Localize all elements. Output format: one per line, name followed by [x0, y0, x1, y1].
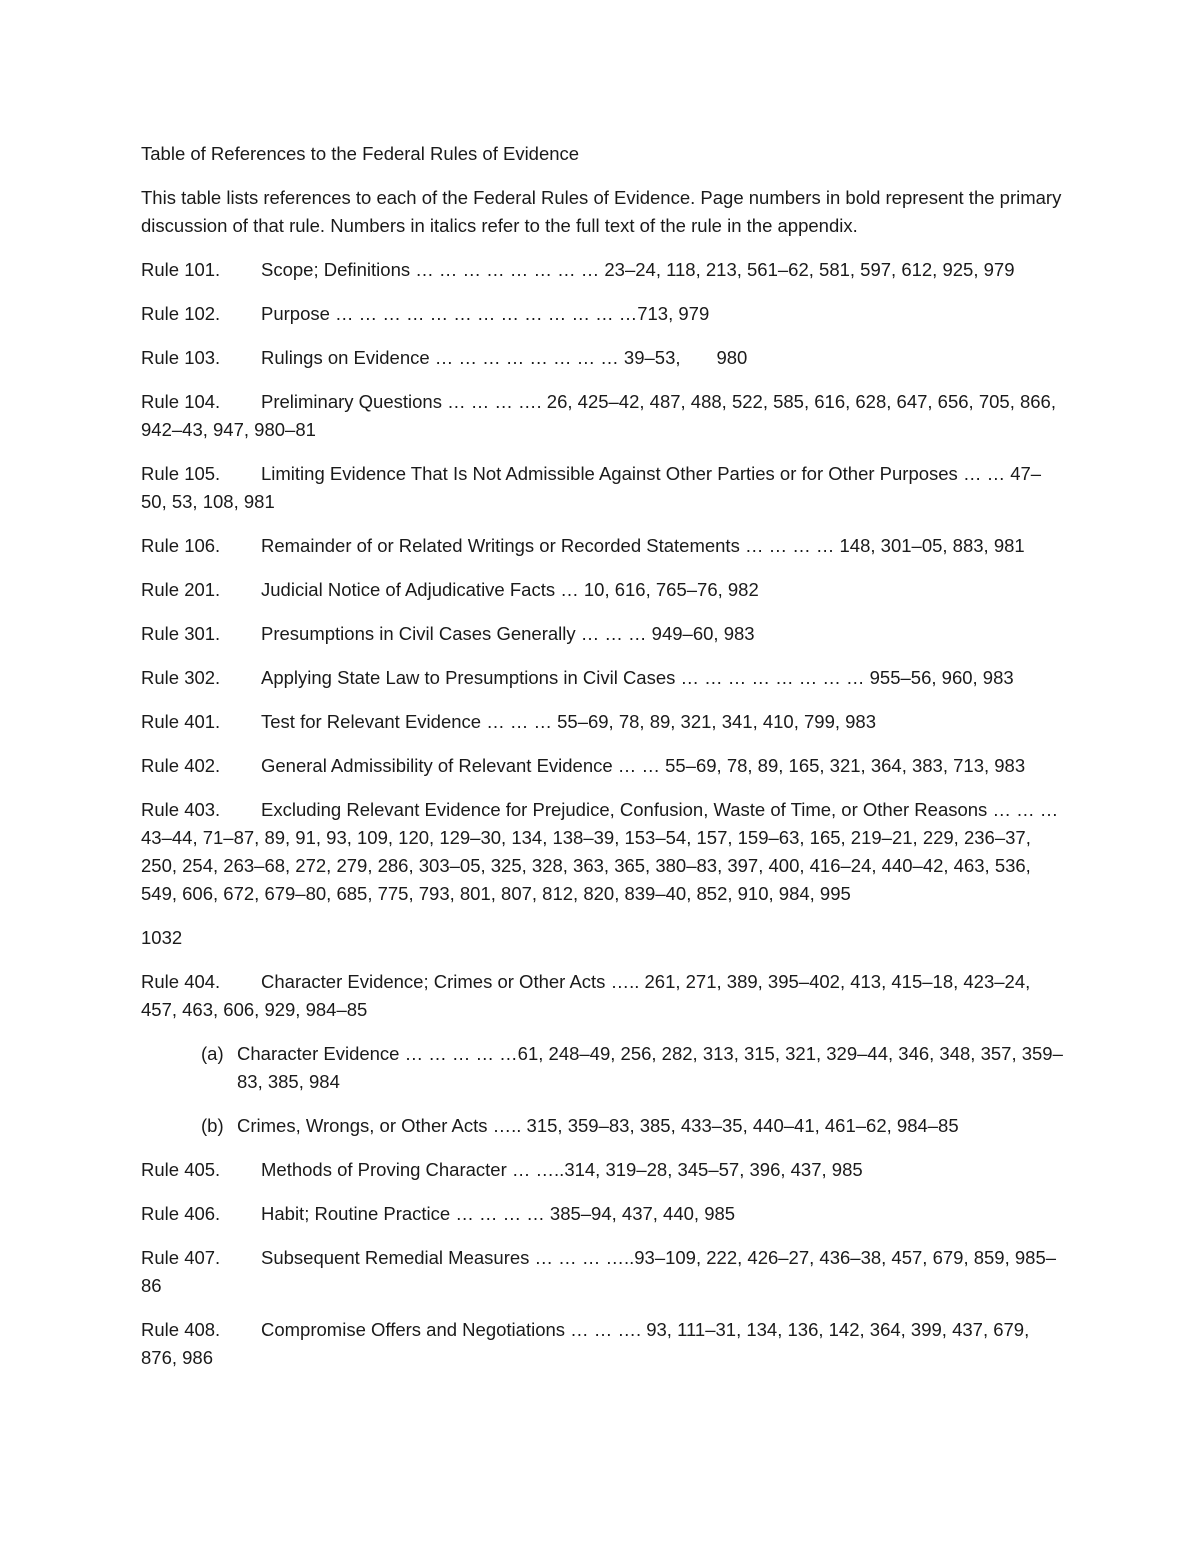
rule-text: Limiting Evidence That Is Not Admissible Against Other Parties or for Other Purposes … … 47–50, 53, 108, 981 [141, 463, 1042, 512]
rule-number: Rule 401. [141, 711, 221, 732]
rule-entry [141, 620, 1066, 648]
rule-number: Rule 201. [141, 579, 221, 600]
rule-entry [141, 708, 1066, 736]
rule-number: Rule 405. [141, 1159, 221, 1180]
sub-rule-label: (b) [201, 1115, 224, 1136]
rule-entry [141, 388, 1066, 444]
rule-text: Methods of Proving Character … …..314, 319–28, 345–57, 396, 437, 985 [261, 1159, 863, 1180]
rule-number: Rule 105. [141, 463, 221, 484]
rule-entry [141, 1244, 1066, 1300]
rule-entry [141, 968, 1066, 1024]
rule-text: Rulings on Evidence … … … … … … … … 39–53, 980 [261, 347, 748, 368]
rule-number: Rule 301. [141, 623, 221, 644]
document-page [141, 140, 1066, 1388]
rule-number: Rule 407. [141, 1247, 221, 1268]
rule-number: Rule 104. [141, 391, 221, 412]
rule-entry [141, 532, 1066, 560]
rule-number: Rule 103. [141, 347, 221, 368]
sub-rule-text: Character Evidence … … … … …61, 248–49, 256, 282, 313, 315, 321, 329–44, 346, 348, 357, 359–83, 385, 984 [237, 1043, 1063, 1092]
rule-text: Character Evidence; Crimes or Other Acts ….. 261, 271, 389, 395–402, 413, 415–18, 423–24, 457, 463, 606, 929, 984–85 [141, 971, 1031, 1020]
rule-number: Rule 106. [141, 535, 221, 556]
rule-number: Rule 101. [141, 259, 221, 280]
rule-entry [141, 300, 1066, 328]
sub-rule-label: (a) [201, 1043, 224, 1064]
rule-entry [141, 344, 1066, 372]
intro-paragraph: This table lists references to each of the Federal Rules of Evidence. Page numbers in bold represent the primary discussion of that rule. Numbers in italics refer to the full text of the rule in the appendix. [141, 187, 1062, 236]
rule-entry [141, 752, 1066, 780]
rule-text: Compromise Offers and Negotiations … … …. 93, 111–31, 134, 136, 142, 364, 399, 437, 679, 876, 986 [141, 1319, 1030, 1368]
document-title: Table of References to the Federal Rules of Evidence [141, 143, 580, 164]
rule-text: Presumptions in Civil Cases Generally … … … 949–60, 983 [261, 623, 755, 644]
rule-entry [141, 796, 1066, 908]
rule-number: Rule 302. [141, 667, 221, 688]
stray-page-number: 1032 [141, 927, 183, 948]
rule-entry [141, 460, 1066, 516]
rule-text: Subsequent Remedial Measures … … … …..93–109, 222, 426–27, 436–38, 457, 679, 859, 985–86 [141, 1247, 1057, 1296]
sub-rule-entry [141, 1040, 1066, 1096]
rule-text: General Admissibility of Relevant Evidence … … 55–69, 78, 89, 165, 321, 364, 383, 713, 983 [261, 755, 1026, 776]
rule-text: Preliminary Questions … … … …. 26, 425–42, 487, 488, 522, 585, 616, 628, 647, 656, 705, 866, 942–43, 947, 980–81 [141, 391, 1056, 440]
rule-text: Remainder of or Related Writings or Recorded Statements … … … … 148, 301–05, 883, 981 [261, 535, 1025, 556]
rule-entry [141, 256, 1066, 284]
rule-text: Purpose … … … … … … … … … … … … …713, 979 [261, 303, 710, 324]
rule-text: Judicial Notice of Adjudicative Facts … 10, 616, 765–76, 982 [261, 579, 759, 600]
rule-entry [141, 576, 1066, 604]
rule-entry [141, 1200, 1066, 1228]
rule-entry [141, 664, 1066, 692]
rule-number: Rule 406. [141, 1203, 221, 1224]
rule-number: Rule 403. [141, 799, 221, 820]
rule-text: Test for Relevant Evidence … … … 55–69, 78, 89, 321, 341, 410, 799, 983 [261, 711, 877, 732]
rule-text: Excluding Relevant Evidence for Prejudice, Confusion, Waste of Time, or Other Reasons … … …43–44, 71–87, 89, 91, 93, 109, 120, 129–30, 134, 138–39, 153–54, 157, 159–63, 165, 219–21, 229, 236–37, 250, 254, 263–68, 272, 279, 286, 303–05, 325, 328, 363, 365, 380–83, 397, 400, 416–24, 440–42, 463, 536, 549, 606, 672, 679–80, 685, 775, 793, 801, 807, 812, 820, 839–40, 852, 910, 984, 995 [141, 799, 1059, 904]
rule-number: Rule 402. [141, 755, 221, 776]
rule-text: Scope; Definitions … … … … … … … … 23–24, 118, 213, 561–62, 581, 597, 612, 925, 979 [261, 259, 1015, 280]
rule-text: Habit; Routine Practice … … … … 385–94, 437, 440, 985 [261, 1203, 736, 1224]
rule-number: Rule 408. [141, 1319, 221, 1340]
rule-entry [141, 1156, 1066, 1184]
rule-number: Rule 102. [141, 303, 221, 324]
sub-rule-text: Crimes, Wrongs, or Other Acts ….. 315, 359–83, 385, 433–35, 440–41, 461–62, 984–85 [237, 1115, 959, 1136]
rule-entry [141, 1316, 1066, 1372]
rule-number: Rule 404. [141, 971, 221, 992]
sub-rule-entry [141, 1112, 1066, 1140]
rule-text: Applying State Law to Presumptions in Civil Cases … … … … … … … … 955–56, 960, 983 [261, 667, 1014, 688]
